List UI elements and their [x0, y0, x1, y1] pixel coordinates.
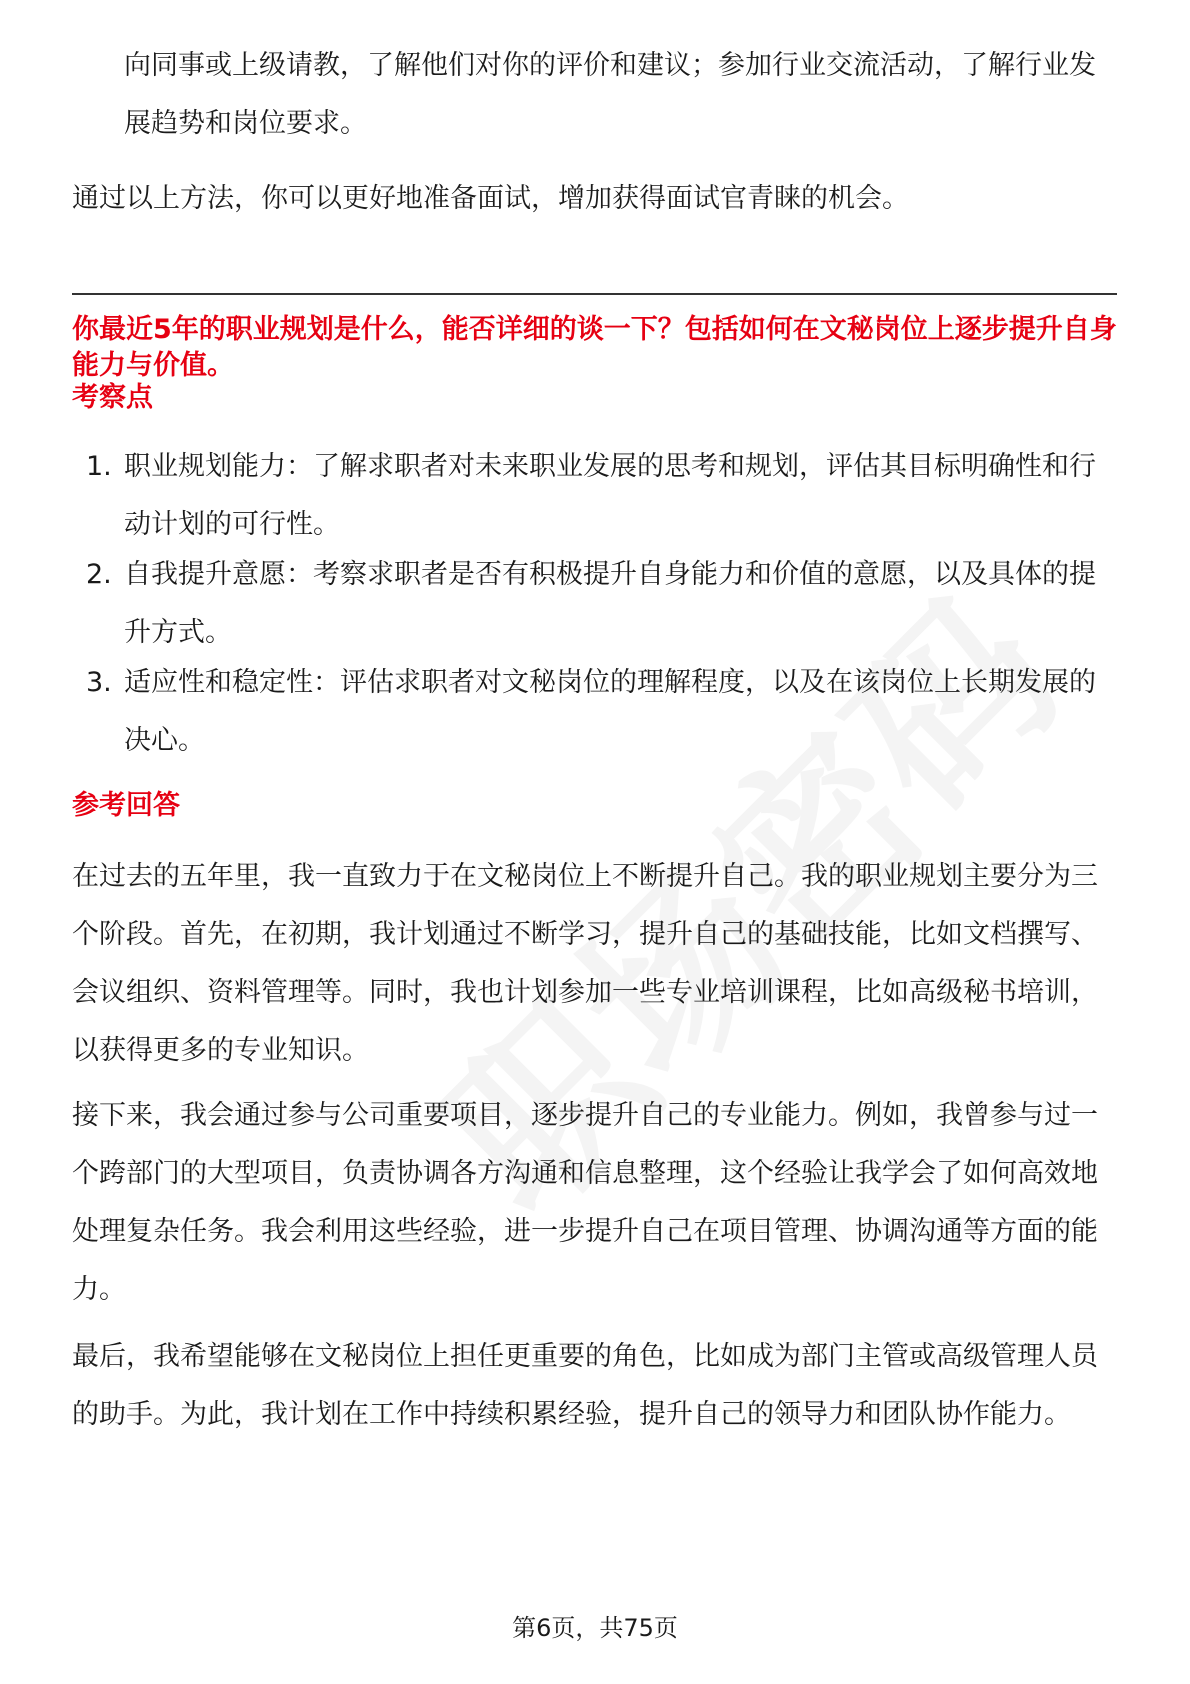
- section-divider: [72, 293, 1117, 295]
- continuation-paragraph: 向同事或上级请教，了解他们对你的评价和建议；参加行业交流活动，了解行业发展趋势和岗位要求。: [124, 50, 1096, 139]
- answer-title: 参考回答: [72, 790, 180, 821]
- answer-paragraph-3: 最后，我希望能够在文秘岗位上担任更重要的角色，比如成为部门主管或高级管理人员的助手。为此，我计划在工作中持续积累经验，提升自己的领导力和团队协作能力。: [72, 1341, 1098, 1430]
- assessment-title: 考察点: [72, 382, 153, 413]
- question-heading: 你最近5年的职业规划是什么，能否详细的谈一下？包括如何在文秘岗位上逐步提升自身能力与价值。: [72, 314, 1117, 381]
- page-number: 第6页，共75页: [512, 1614, 678, 1642]
- answer-paragraph-1: 在过去的五年里，我一直致力于在文秘岗位上不断提升自己。我的职业规划主要分为三个阶段。首先，在初期，我计划通过不断学习，提升自己的基础技能，比如文档撰写、会议组织、资料管理等。同时，我也计划参加一些专业培训课程，比如高级秘书培训，以获得更多的专业知识。: [72, 861, 1098, 1066]
- list-number: 3.: [86, 667, 112, 698]
- answer-paragraph-2: 接下来，我会通过参与公司重要项目，逐步提升自己的专业能力。例如，我曾参与过一个跨部门的大型项目，负责协调各方沟通和信息整理，这个经验让我学会了如何高效地处理复杂任务。我会利用这些经验，进一步提升自己在项目管理、协调沟通等方面的能力。: [72, 1100, 1098, 1305]
- list-number: 1.: [86, 451, 112, 482]
- list-item-text: 职业规划能力：了解求职者对未来职业发展的思考和规划，评估其目标明确性和行动计划的可行性。: [124, 451, 1096, 540]
- list-item-text: 适应性和稳定性：评估求职者对文秘岗位的理解程度，以及在该岗位上长期发展的决心。: [124, 667, 1096, 756]
- list-item-text: 自我提升意愿：考察求职者是否有积极提升自身能力和价值的意愿，以及具体的提升方式。: [124, 559, 1096, 648]
- summary-paragraph: 通过以上方法，你可以更好地准备面试，增加获得面试官青睐的机会。: [72, 183, 909, 214]
- list-number: 2.: [86, 559, 112, 590]
